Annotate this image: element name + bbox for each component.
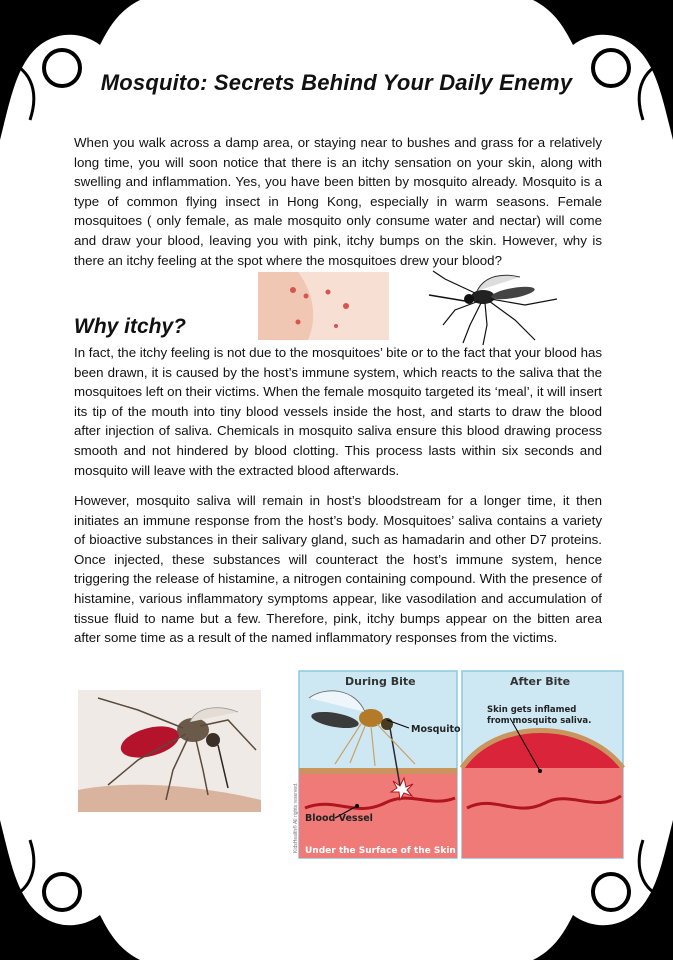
bite-diagram: [295, 668, 626, 861]
section-heading: Why itchy?: [74, 315, 187, 338]
body-paragraph-itch-cause: In fact, the itchy feeling is not due to the mosquitoes’ bite or to the fact that your blood has been drawn, it is caused by the host’s immune system, which reacts to the saliva that the mosquitoes left on their victims. When the female mosquito targeted its ‘meal’, it will insert its tip of the mouth into tiny blood vessels inside the host, and starts to draw the blood after injection of saliva. Chemicals in mosquito saliva ensure this blood drawing process smooth and not hindered by blood clotting. This process lasts within six seconds and mosquito will leave with the extracted blood afterwards.: [74, 345, 603, 478]
inflamed-label-line1: Skin gets inflamed: [487, 705, 577, 715]
mosquito-illustration: [425, 265, 560, 345]
intro-paragraph: When you walk across a damp area, or staying near to bushes and grass for a relatively long time, you will soon notice that there is an itchy sensation on your skin, along with swelling and inflammation. Yes, you have been bitten by mosquito already. Mosquito is a type of common flying insect in Hong Kong, especially in warm seasons. Female mosquitoes ( only female, as male mosquito only consume water and nectar) will come and draw your blood, leaving you with pink, itchy bumps on the skin. However, why is there an itchy feeling at the spot where the mosquitoes drew your blood?: [74, 135, 602, 268]
corner-ornament-bottom-left: [0, 820, 140, 960]
mosquito-feeding-photo: [78, 690, 261, 812]
diagram-credit: KidsHealth® All rights reserved.: [293, 782, 299, 853]
inflamed-label-line2: from mosquito saliva.: [487, 716, 592, 726]
body-paragraph-immune-response: However, mosquito saliva will remain in host’s bloodstream for a longer time, it then initiates an immune response from the host’s body. Mosquitoes’ saliva contains a variety of bioactive substances in their salivary gland, such as hamadarin and other D7 proteins. Once injected, these substances will counteract the host’s immune system, hence triggering the release of histamine, a nitrogen containing compound. With the presence of histamine, various inflammatory symptoms appear, like vasodilation and accumulation of tissue fluid to name but a few. Therefore, pink, itchy bumps appear on the bitten area after some time as a result of the named inflammatory responses from the victims.: [74, 493, 602, 646]
after-bite-title: After Bite: [510, 675, 571, 688]
blood-vessel-label: Blood Vessel: [305, 813, 373, 824]
diagram-bottom-caption: Under the Surface of the Skin: [305, 846, 456, 856]
skin-bites-photo: [258, 272, 389, 340]
mosquito-label: Mosquito: [411, 724, 461, 735]
page-title: Mosquito: Secrets Behind Your Daily Enemy: [100, 70, 573, 95]
during-bite-title: During Bite: [345, 675, 416, 688]
